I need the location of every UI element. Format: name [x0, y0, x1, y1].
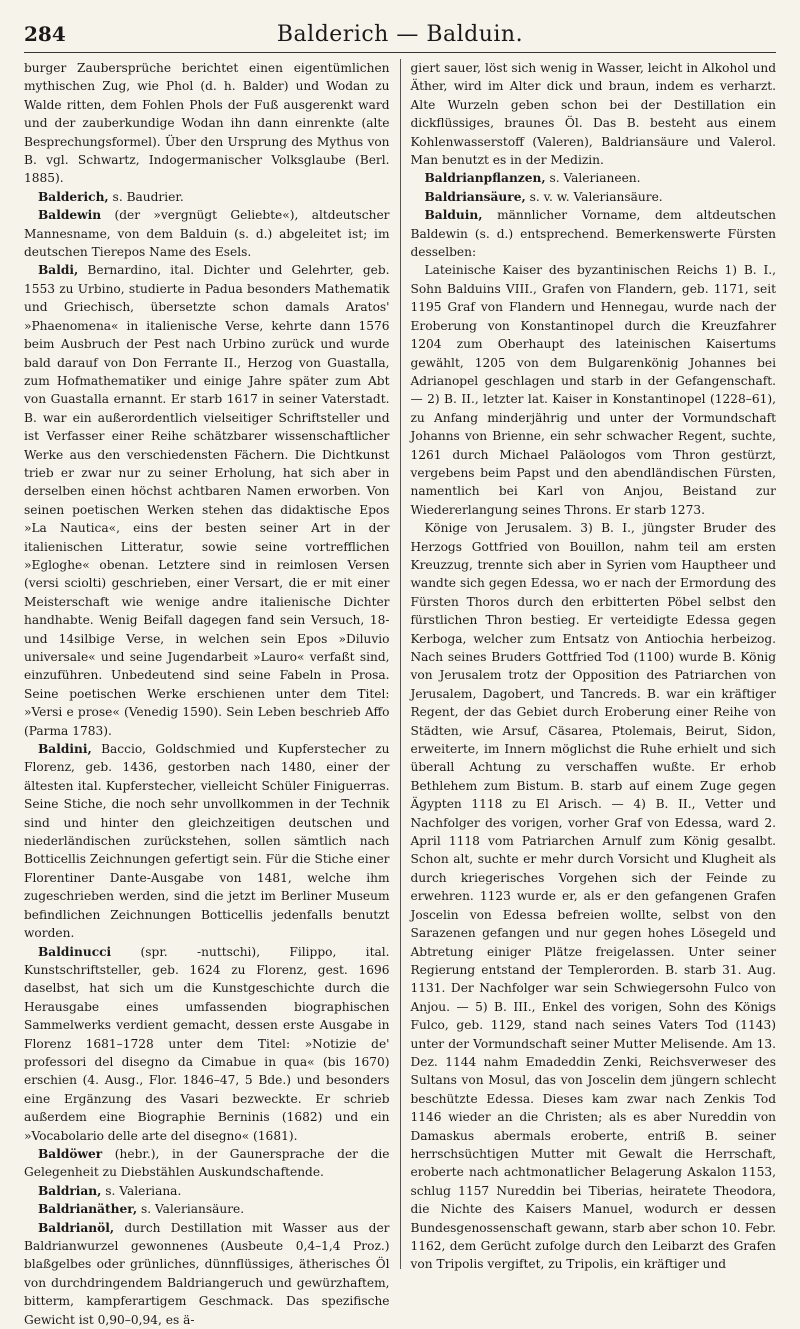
entry-text: s. v. w. Valeriansäure. — [525, 189, 663, 204]
entry-paragraph — [24, 59, 390, 188]
entry-paragraph — [411, 188, 777, 206]
entry-text: Bernardino, ital. Dichter und Gelehrter, geb. 1553 zu Urbino, studierte in Padua besonders Mathematik und Griechisch, übersetzte schon damals Aratos' »Phaenomena« in italienische Verse, kehrte dann 1576 beim Ausbruch der Pest nach Urbino zurück und wurde bald darauf von Don Ferrante II., Herzog von Guastalla, zum Hofmathematiker und einige Jahre später zum Abt von Guastalla ernannt. Er starb 1617 in seiner Vaterstadt. B. war ein außerordentlich vielseitiger Schriftsteller und ist Verfasser einer Reihe schätzbarer wissenschaftlicher Werke aus den verschiedensten Fächern. Die Dichtkunst trieb er zwar nur zu seiner Erholung, hat sich aber in derselben einen höchst achtbaren Namen erworben. Von seinen poetischen Werken stehen das didaktische Epos »La Nautica«, eins der besten seiner Art in der italienischen Litteratur, sowie seine vortrefflichen »Egloghe« obenan. Letztere sind in reimlosen Versen (versi sciolti) geschrieben, einer Versart, die er mit einer Meisterschaft wie wenige andre italienische Dichter handhabte. Wenig Beifall dagegen fand sein Versuch, 18- und 14silbige Verse, in welchen sein Epos »Diluvio universale« und seine Jugendarbeit »Lauro« verfaßt sind, einzuführen. Unbedeutend sind seine Fabeln in Prosa. Seine poetischen Werke erschienen unter dem Titel: »Versi e prose« (Venedig 1590). Sein Leben beschrieb Affo (Parma 1783). — [24, 263, 390, 738]
entry-text: (spr. -nuttschi), Filippo, ital. Kunstschriftsteller, geb. 1624 zu Florenz, gest. 1696 daselbst, hat sich um die Kunstgeschichte durch die Herausgabe eines umfassenden biographischen Sammelwerks verdient gemacht, dessen erste Ausgabe in Florenz 1681–1728 unter dem Titel: »Notizie de' professori del disegno da Cimabue in qua« (bis 1670) erschien (4. Ausg., Flor. 1846–47, 5 Bde.) und besonders eine Ergänzung des Vasari bezweckte. Er schrieb außerdem eine Biographie Berninis (1682) und ein »Vocabolario delle arte del disegno« (1681). — [24, 944, 390, 1143]
right-column — [401, 59, 777, 1272]
entry-paragraph — [24, 740, 390, 942]
entry-paragraph — [411, 59, 777, 169]
entry-headword: Baldöwer — [38, 1146, 103, 1161]
entry-headword: Baldini, — [38, 742, 92, 757]
entry-text: Lateinische Kaiser des byzantinischen Reichs 1) B. I., Sohn Balduins VIII., Grafen von Flandern, geb. 1171, seit 1195 Graf von Flandern und Hennegau, wurde nach der Eroberung von Konstantinopel durch die Kreuzfahrer 1204 zum Oberhaupt des lateinischen Kaisertums gewählt, 1205 von dem Bulgarenkönig Johannes bei Adrianopel geschlagen und starb in der Gefangenschaft. — 2) B. II., letzter lat. Kaiser in Konstantinopel (1228–61), zu Anfang minderjährig und unter der Vormundschaft Johanns von Brienne, ein sehr schwacher Regent, suchte, 1261 durch Michael Paläologos vom Thron gestürzt, vergebens beim Papst und den abendländischen Fürsten, namentlich bei Karl von Anjou, Beistand zur Wiedererlangung seines Throns. Er starb 1273. — [410, 263, 777, 517]
entry-paragraph — [411, 169, 777, 187]
entry-paragraph — [411, 519, 777, 1274]
entry-text: giert sauer, löst sich wenig in Wasser, leicht in Alkohol und Äther, wird im Alter dick und braun, indem es verharzt. Alte Wurzeln geben schon bei der Destillation ein dickflüssiges, braunes Öl. Das B. besteht aus einem Kohlenwasserstoff (Valeren), Baldriansäure und Valerol. Man benutzt es in der Medizin. — [410, 61, 777, 168]
entry-headword: Baldriansäure, — [424, 189, 526, 204]
entry-text: s. Valerianeen. — [545, 171, 641, 186]
entry-paragraph — [411, 206, 777, 261]
entry-headword: Balduin, — [424, 208, 483, 223]
entry-headword: Baldrianöl, — [38, 1220, 115, 1235]
entry-headword: Balderich, — [38, 189, 109, 204]
entry-headword: Baldrianpflanzen, — [424, 171, 546, 186]
entry-paragraph — [24, 1219, 390, 1329]
entry-paragraph — [24, 1200, 390, 1218]
entry-paragraph — [24, 1145, 390, 1182]
entry-paragraph — [411, 261, 777, 519]
entry-headword: Baldrian, — [38, 1183, 102, 1198]
entry-text: (hebr.), in der Gaunersprache der die Gelegenheit zu Diebstählen Auskundschaftende. — [24, 1146, 390, 1180]
entry-text: Könige von Jerusalem. 3) B. I., jüngster Bruder des Herzogs Gottfried von Bouillon, nahm teil am ersten Kreuzzug, trennte sich aber in Syrien vom Hauptheer und wandte sich gegen Edessa, wo er nach der Ermordung des Fürsten Thoros durch den erbitterten Pöbel selbst den fürstlichen Thron bestieg. Er verteidigte Edessa gegen Kerboga, welcher zum Entsatz von Antiochia herbeizog. Nach seines Bruders Gottfried Tod (1100) wurde B. König von Jerusalem trotz der Opposition des Patriarchen von Jerusalem, Dagobert, und Tancreds. B. war ein kräftiger Regent, der das Gebiet durch Eroberung einer Reihe von Städten, wie Arsuf, Cäsarea, Ptolemais, Beirut, Sidon, erweiterte, im Innern möglichst die Ruhe erhielt und sich überall Achtung zu verschaffen wußte. Er erhob Bethlehem zum Bistum. B. starb auf einem Zuge gegen Ägypten 1118 zu El Arisch. — 4) B. II., Vetter und Nachfolger des vorigen, vorher Graf von Edessa, ward 2. April 1118 vom Patriarchen Arnulf zum König gesalbt. Schon alt, suchte er mehr durch Vorsicht und Klugheit als durch kriegerisches Vorgehen sich der Feinde zu erwehren. 1123 wurde er, als er den gefangenen Grafen Joscelin von Edessa befreien wollte, selbst von den Sarazenen gefangen und nur gegen hohes Lösegeld und Abtretung einiger Plätze freigelassen. Unter seiner Regierung entstand der Templerorden. B. starb 31. Aug. 1131. Der Nachfolger war sein Schwiegersohn Fulco von Anjou. — 5) B. III., Enkel des vorigen, Sohn des Königs Fulco, geb. 1129, stand nach seines Vaters Tod (1143) unter der Vormundschaft seiner Mutter Melisende. Am 13. Dez. 1144 nahm Emadeddin Zenki, Reichsverweser des Sultans von Mosul, das von Joscelin dem jüngern schlecht beschützte Edessa. Dieses kam zwar nach Zenkis Tod 1146 wieder an die Christen; als es aber Nureddin von Damaskus abermals eroberte, entriß B. seiner herrschsüchtigen Mutter mit Gewalt die Herrschaft, eroberte nach achtmonatlicher Belagerung Askalon 1153, schlug 1157 Nureddin bei Tiberias, heiratete Theodora, die Nichte des Kaisers Manuel, wodurch er dessen Bundesgenossenschaft gewann, starb aber schon 10. Febr. 1162, dem Gerücht zufolge durch den Leibarzt des Grafen von Tripolis vergiftet, zu Tripolis, ein kräftiger und — [410, 521, 777, 1272]
page-number: 284 — [24, 22, 66, 46]
entry-text: männlicher Vorname, dem altdeutschen Baldewin (s. d.) entsprechend. Bemerkenswerte Fürsten desselben: — [410, 208, 777, 260]
entry-paragraph — [24, 188, 390, 206]
entry-paragraph — [24, 206, 390, 261]
running-title: Balderich — Balduin. — [276, 22, 524, 47]
entry-text: Baccio, Goldschmied und Kupferstecher zu Florenz, geb. 1436, gestorben nach 1480, einer der ältesten ital. Kupferstecher, vielleicht Schüler Finiguerras. Seine Stiche, die noch sehr unvollkommen in der Technik sind und hinter den gleichzeitigen deutschen und niederländischen zurückstehen, sollen sämtlich nach Botticellis Zeichnungen gefertigt sein. Für die Stiche einer Florentiner Dante-Ausgabe von 1481, welche ihm zugeschrieben werden, sind die jetzt im Berliner Museum befindlichen Zeichnungen Botticellis jedenfalls benutzt worden. — [24, 742, 390, 941]
entry-text: s. Valeriansäure. — [137, 1202, 245, 1217]
entry-headword: Baldrianäther, — [38, 1202, 138, 1217]
entry-paragraph — [24, 1182, 390, 1200]
entry-paragraph — [24, 943, 390, 1145]
left-column — [24, 59, 400, 1327]
entry-headword: Baldi, — [38, 263, 79, 278]
entry-text: durch Destillation mit Wasser aus der Baldrianwurzel gewonnenes (Ausbeute 0,4–1,4 Proz.) blaßgelbes oder grünliches, dünnflüssiges, ätherisches Öl von durchdringendem Baldriangeruch und gewürzhaftem, bitterm, kampferartigem Geschmack. Das spezifische Gewicht ist 0,90–0,94, es ä- — [24, 1220, 390, 1327]
entry-paragraph — [24, 261, 390, 740]
entry-text: (der »vergnügt Geliebte«), altdeutscher Mannesname, von dem Balduin (s. d.) abgeleitet ist; im deutschen Tierepos Name des Esels. — [24, 208, 390, 260]
entry-headword: Baldewin — [38, 208, 102, 223]
entry-text: s. Valeriana. — [101, 1183, 182, 1198]
text-columns — [24, 59, 777, 1327]
entry-headword: Baldinucci — [38, 944, 112, 959]
page-header — [24, 22, 776, 53]
entry-text: burger Zaubersprüche berichtet einen eigentümlichen mythischen Zug, wie Phol (d. h. Balder) und Wodan zu Walde ritten, dem Fohlen Phols der Fuß ausgerenkt ward und der zauberkundige Wodan ihn dann einrenkte (alte Besprechungsformel). Über den Ursprung des Mythus von B. vgl. Schwartz, Indogermanischer Volksglaube (Berl. 1885). — [24, 61, 390, 186]
entry-text: s. Baudrier. — [108, 189, 184, 204]
